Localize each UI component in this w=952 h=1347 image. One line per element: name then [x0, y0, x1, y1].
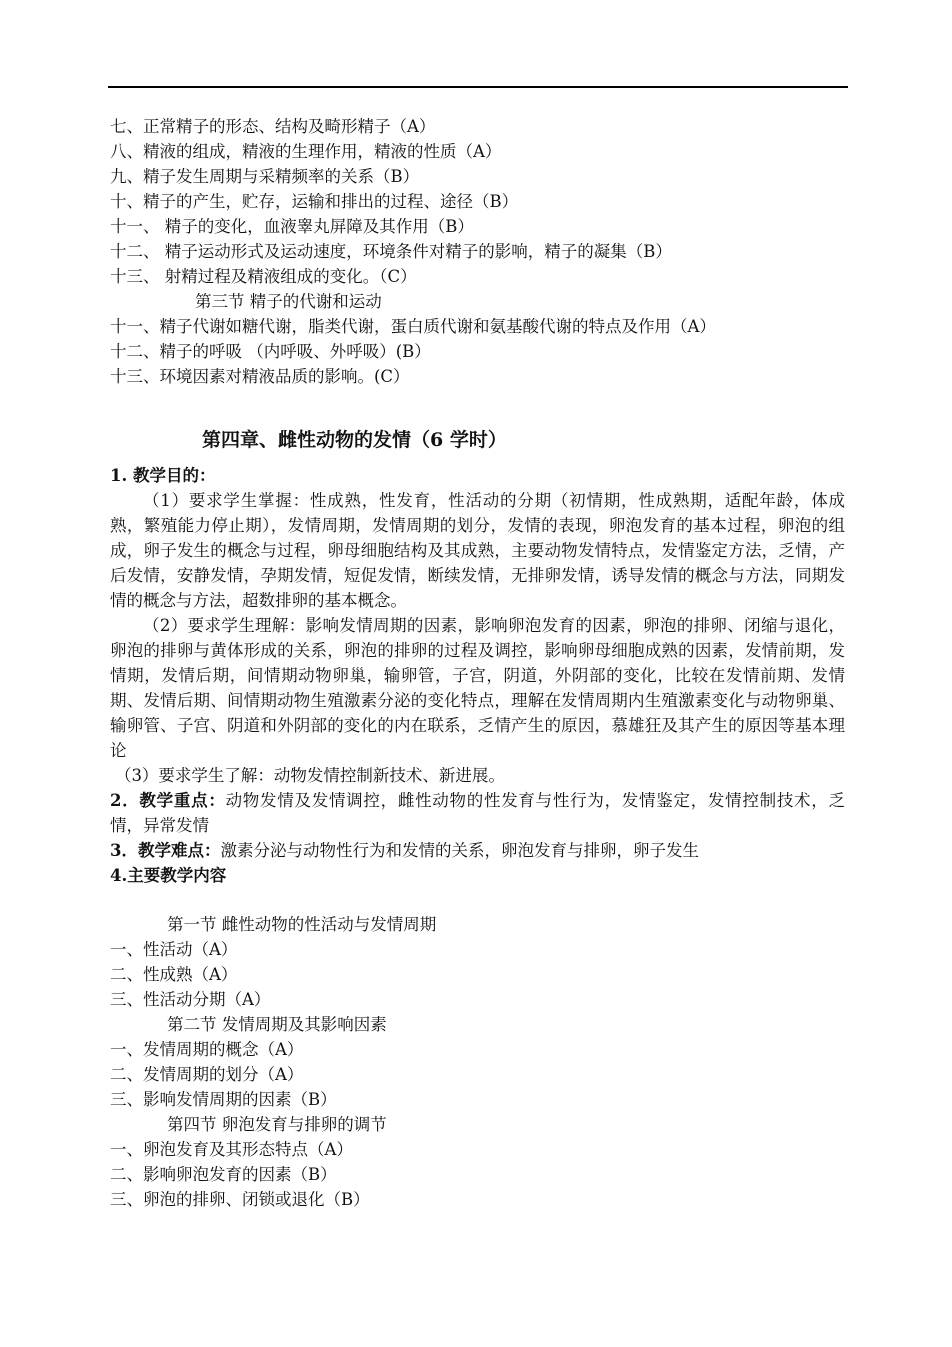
list-item: 十二、 精子运动形式及运动速度，环境条件对精子的影响，精子的凝集（B） [110, 242, 672, 261]
list-item: 七、正常精子的形态、结构及畸形精子（A） [110, 117, 436, 136]
list-item: 八、精液的组成，精液的生理作用，精液的性质（A） [110, 142, 502, 161]
key-text: 动物发情及发情调控，雌性动物的性发育与性行为，发情鉴定，发情控制技术，乏情，异常发情 [110, 791, 846, 835]
content-heading: 4.主要教学内容 [110, 866, 227, 885]
list-item: 二、影响卵泡发育的因素（B） [110, 1165, 337, 1184]
list-item: 九、精子发生周期与采精频率的关系（B） [110, 167, 420, 186]
list-item: 一、性活动（A） [110, 940, 238, 959]
list-item: 三、影响发情周期的因素（B） [110, 1090, 337, 1109]
list-item: 一、发情周期的概念（A） [110, 1040, 304, 1059]
key-label: 2．教学重点： [110, 791, 226, 810]
list-item: 十三、环境因素对精液品质的影响。(C） [110, 367, 410, 386]
list-item: 十三、 射精过程及精液组成的变化。（C） [110, 267, 417, 286]
list-item: 三、性活动分期（A） [110, 990, 271, 1009]
section-title: 第二节 发情周期及其影响因素 [167, 1015, 387, 1034]
section-title: 第一节 雌性动物的性活动与发情周期 [167, 915, 437, 934]
list-item: 十一、精子代谢如糖代谢，脂类代谢，蛋白质代谢和氨基酸代谢的特点及作用（A） [110, 317, 716, 336]
goal-paragraph-3: （3）要求学生了解：动物发情控制新技术、新进展。 [114, 766, 505, 785]
document-body [110, 114, 845, 1212]
header-rule [108, 86, 848, 88]
goal-paragraph-2: （2）要求学生理解：影响发情周期的因素，影响卵泡发育的因素，卵泡的排卵、闭缩与退化，卵泡的排卵与黄体形成的关系，卵泡的排卵的过程及调控，影响卵母细胞成熟的因素，发情前期，发情期，发情后期，间情期动物卵巢，输卵管，子宫，阴道，外阴部的变化，比较在发情前期、发情期、发情后期、间情期动物生殖激素分泌的变化特点，理解在发情周期内生殖激素变化与动物卵巢、输卵管、子宫、阴道和外阴部的变化的内在联系，乏情产生的原因，慕雄狂及其产生的原因等基本理论 [110, 616, 845, 760]
difficult-points [110, 838, 845, 863]
goal-heading: 1. 教学目的： [110, 466, 216, 485]
chapter-title: 第四章、雌性动物的发情（6 学时） [202, 429, 507, 451]
key-points [110, 788, 845, 838]
section-title: 第三节 精子的代谢和运动 [195, 292, 382, 311]
list-item: 十二、精子的呼吸 （内呼吸、外呼吸）(B） [110, 342, 431, 361]
goal-paragraph-1: （1）要求学生掌握：性成熟，性发育，性活动的分期（初情期，性成熟期，适配年龄，体成熟，繁殖能力停止期），发情周期，发情周期的划分，发情的表现，卵泡发育的基本过程，卵泡的组成，卵子发生的概念与过程，卵母细胞结构及其成熟，主要动物发情特点，发情鉴定方法，乏情，产后发情，安静发情，孕期发情，短促发情，断续发情，无排卵发情，诱导发情的概念与方法，同期发情的概念与方法，超数排卵的基本概念。 [110, 491, 845, 610]
list-item: 一、卵泡发育及其形态特点（A） [110, 1140, 353, 1159]
list-item: 十一、 精子的变化，血液睾丸屏障及其作用（B） [110, 217, 474, 236]
list-item: 二、性成熟（A） [110, 965, 238, 984]
difficult-text: 激素分泌与动物性行为和发情的关系，卵泡发育与排卵，卵子发生 [220, 841, 699, 860]
list-item: 二、发情周期的划分（A） [110, 1065, 304, 1084]
difficult-label: 3．教学难点： [110, 841, 221, 860]
list-item: 十、精子的产生，贮存，运输和排出的过程、途径（B） [110, 192, 519, 211]
section-title: 第四节 卵泡发育与排卵的调节 [167, 1115, 387, 1134]
list-item: 三、卵泡的排卵、闭锁或退化（B） [110, 1190, 370, 1209]
